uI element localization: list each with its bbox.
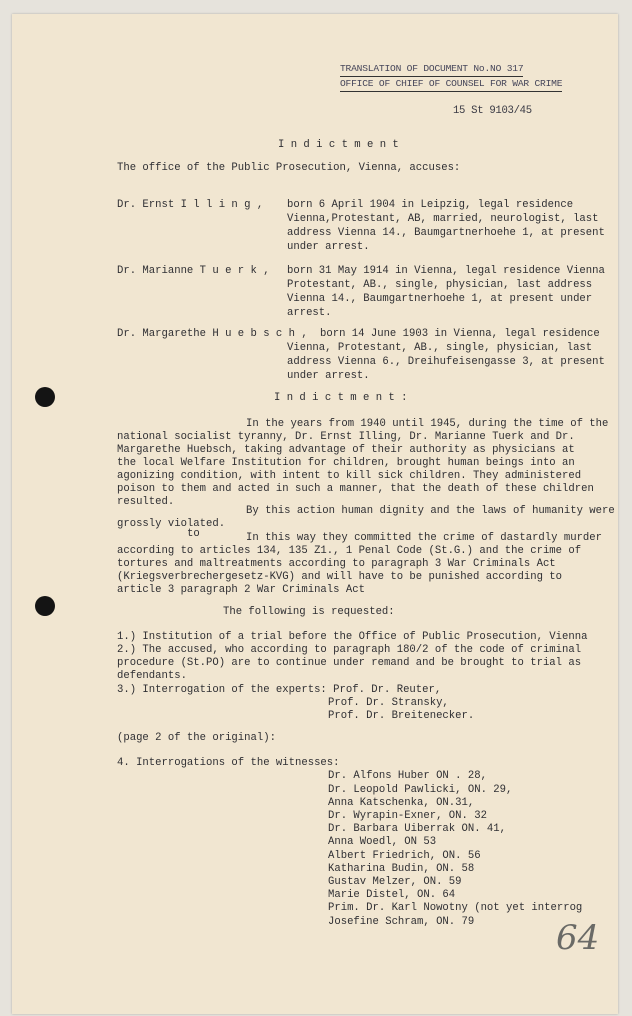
request-line: 3.) Interrogation of the experts: Prof. Dr. Reuter, xyxy=(117,684,442,696)
intro-line: The office of the Public Prosecution, Vienna, accuses: xyxy=(117,162,461,174)
defendant-detail: address Vienna 6., Dreihufeisengasse 3, at present xyxy=(287,356,605,368)
witness-item: Katharina Budin, ON. 58 xyxy=(328,863,475,875)
translation-header-line1: TRANSLATION OF DOCUMENT No.NO 317 xyxy=(340,62,523,77)
defendant-detail: Vienna, Protestant, AB., single, physician, last xyxy=(287,342,593,354)
witness-heading: 4. Interrogations of the witnesses: xyxy=(117,757,340,769)
witness-item: Josefine Schram, ON. 79 xyxy=(328,916,475,928)
witness-item: Dr. Wyrapin-Exner, ON. 32 xyxy=(328,810,487,822)
defendant-detail: Vienna 14., Baumgartnerhoehe 1, at present under xyxy=(287,293,593,305)
expert-name: Prof. Dr. Breitenecker. xyxy=(328,710,475,722)
defendant-name: Dr. Margarethe H u e b s c h , xyxy=(117,328,308,340)
witness-item: Gustav Melzer, ON. 59 xyxy=(328,876,462,888)
paragraph-line: Margarethe Huebsch, taking advantage of their authority as physicians at xyxy=(117,444,575,456)
defendant-name: Dr. Ernst I l l i n g , xyxy=(117,199,264,211)
paragraph-line: agonizing condition, with intent to kill sick children. They administered xyxy=(117,470,582,482)
witness-item: Anna Woedl, ON 53 xyxy=(328,836,437,848)
paragraph-line: (Kriegsverbrechergesetz-KVG) and will have to be punished according to xyxy=(117,571,563,583)
expert-name: Prof. Dr. Stransky, xyxy=(328,697,449,709)
paragraph-line: national socialist tyranny, Dr. Ernst Illing, Dr. Marianne Tuerk and Dr. xyxy=(117,431,575,443)
paragraph-line: article 3 paragraph 2 War Criminals Act xyxy=(117,584,365,596)
witness-item: Marie Distel, ON. 64 xyxy=(328,889,456,901)
indictment-heading: I n d i c t m e n t : xyxy=(274,392,408,404)
request-line: 2.) The accused, who according to paragraph 180/2 of the code of criminal xyxy=(117,644,582,656)
paragraph-line: grossly violated. xyxy=(117,518,226,530)
defendant-detail: born 6 April 1904 in Leipzig, legal residence xyxy=(287,199,574,211)
defendant-detail: Protestant, AB., single, physician, last address xyxy=(287,279,593,291)
requested-heading: The following is requested: xyxy=(223,606,395,618)
paragraph-line: tortures and maltreatments according to paragraph 3 War Criminals Act xyxy=(117,558,556,570)
page-note: (page 2 of the original): xyxy=(117,732,276,744)
page-title: I n d i c t m e n t xyxy=(278,139,399,151)
witness-item: Albert Friedrich, ON. 56 xyxy=(328,850,481,862)
defendant-detail: under arrest. xyxy=(287,370,370,382)
reference-number: 15 St 9103/45 xyxy=(453,105,532,117)
office-header-line2: OFFICE OF CHIEF OF COUNSEL FOR WAR CRIME xyxy=(340,77,562,92)
defendant-name: Dr. Marianne T u e r k , xyxy=(117,265,270,277)
defendant-detail: under arrest. xyxy=(287,241,370,253)
paragraph-line: resulted. xyxy=(117,496,175,508)
defendant-detail: born 31 May 1914 in Vienna, legal residence Vienna xyxy=(287,265,605,277)
request-line: defendants. xyxy=(117,670,187,682)
handwritten-insert: to xyxy=(187,528,200,540)
punch-hole-top xyxy=(35,387,55,407)
paragraph-line: In this way they committed the crime of dastardly murder xyxy=(246,532,603,544)
defendant-detail: born 14 June 1903 in Vienna, legal residence xyxy=(320,328,600,340)
witness-item: Dr. Alfons Huber ON . 28, xyxy=(328,770,487,782)
witness-item: Anna Katschenka, ON.31, xyxy=(328,797,475,809)
paragraph-line: the local Welfare Institution for children, brought human beings into an xyxy=(117,457,575,469)
defendant-detail: arrest. xyxy=(287,307,332,319)
paragraph-line: In the years from 1940 until 1945, during the time of the xyxy=(246,418,609,430)
punch-hole-bottom xyxy=(35,596,55,616)
witness-item: Prim. Dr. Karl Nowotny (not yet interrog xyxy=(328,902,583,914)
defendant-detail: address Vienna 14., Baumgartnerhoehe 1, at present xyxy=(287,227,605,239)
handwritten-page-number: 64 xyxy=(556,918,600,958)
document-page xyxy=(12,14,618,1014)
witness-item: Dr. Barbara Uiberrak ON. 41, xyxy=(328,823,507,835)
paragraph-line: poison to them and acted in such a manner, that the death of these children xyxy=(117,483,594,495)
defendant-detail: Vienna,Protestant, AB, married, neurologist, last xyxy=(287,213,599,225)
request-line: 1.) Institution of a trial before the Office of Public Prosecution, Vienna xyxy=(117,631,588,643)
witness-item: Dr. Leopold Pawlicki, ON. 29, xyxy=(328,784,513,796)
paragraph-line: according to articles 134, 135 Z1., 1 Penal Code (St.G.) and the crime of xyxy=(117,545,582,557)
paragraph-line: By this action human dignity and the laws of humanity were xyxy=(246,505,615,517)
request-line: procedure (St.PO) are to continue under remand and be brought to trial as xyxy=(117,657,582,669)
